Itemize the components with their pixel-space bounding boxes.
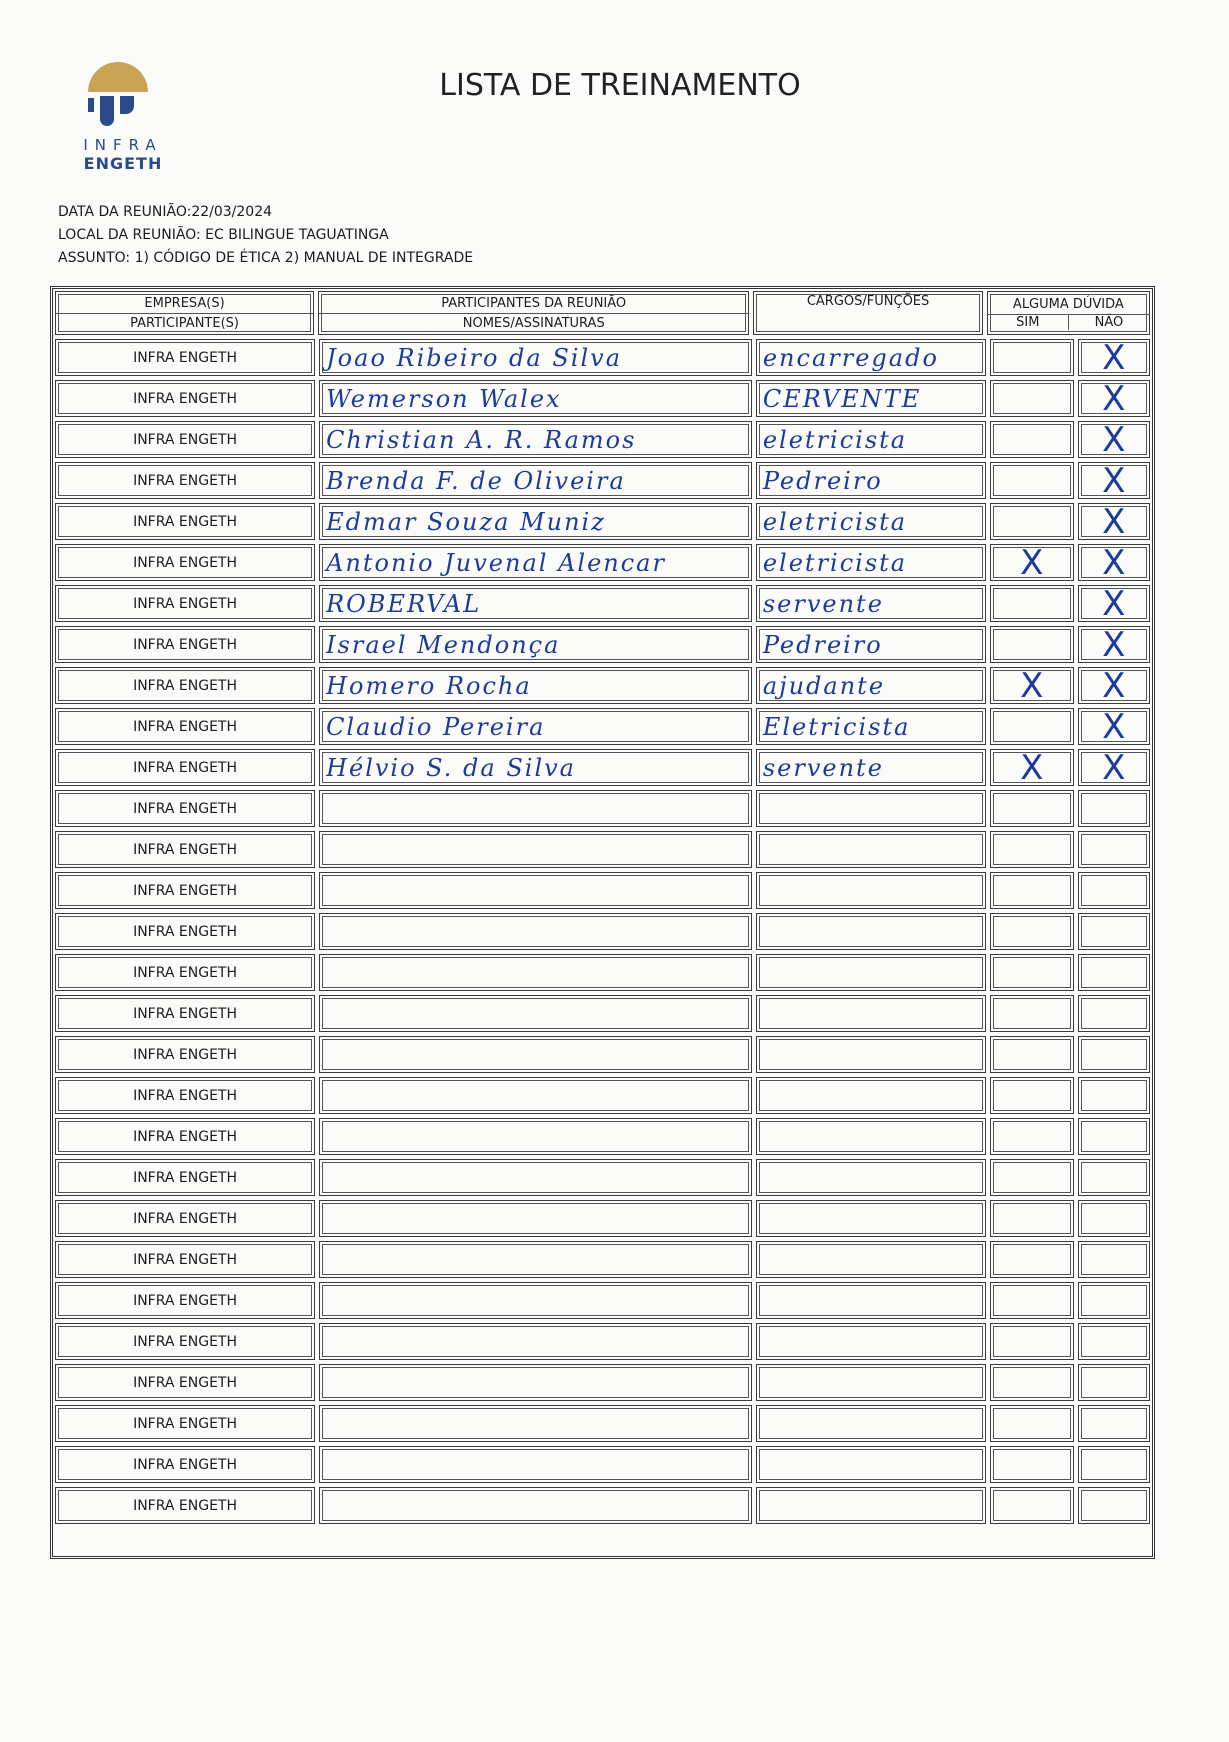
header-nao: NÃO bbox=[1094, 314, 1124, 330]
sim-cell bbox=[990, 831, 1073, 868]
cargo-cell bbox=[756, 1364, 986, 1401]
table-row bbox=[53, 788, 1152, 829]
empresa-cell bbox=[55, 913, 315, 950]
header-cargos: CARGOS/FUNÇÕES bbox=[753, 291, 982, 335]
empresa-text: INFRA ENGETH bbox=[133, 636, 237, 653]
sim-cell bbox=[990, 1159, 1073, 1196]
empresa-cell bbox=[55, 1446, 315, 1483]
nao-cell bbox=[1078, 1405, 1150, 1442]
cargo-cell bbox=[756, 585, 986, 622]
empresa-text: INFRA ENGETH bbox=[133, 1292, 237, 1309]
empresa-text: INFRA ENGETH bbox=[133, 882, 237, 899]
sim-cell bbox=[990, 1241, 1073, 1278]
cargo-cell bbox=[756, 544, 986, 581]
header-empresa bbox=[55, 291, 314, 335]
empresa-text: INFRA ENGETH bbox=[133, 513, 237, 530]
empresa-cell bbox=[55, 1036, 315, 1073]
empresa-cell bbox=[55, 380, 315, 417]
nao-text: X bbox=[1102, 337, 1126, 378]
sim-text: X bbox=[1020, 747, 1044, 788]
cargo-cell bbox=[756, 1282, 986, 1319]
table-row bbox=[53, 1198, 1152, 1239]
table-row bbox=[53, 1403, 1152, 1444]
cargo-cell bbox=[756, 339, 986, 376]
cargo-cell bbox=[756, 708, 986, 745]
nome-text: Israel Mendonça bbox=[326, 631, 561, 659]
header-nomes bbox=[318, 291, 749, 335]
cargo-cell bbox=[756, 1200, 986, 1237]
table-row bbox=[53, 583, 1152, 624]
nao-cell bbox=[1078, 1323, 1150, 1360]
nao-cell bbox=[1078, 872, 1150, 909]
nao-cell bbox=[1078, 1364, 1150, 1401]
nome-text: Wemerson Walex bbox=[326, 385, 562, 413]
table-row bbox=[53, 1239, 1152, 1280]
nao-text: X bbox=[1102, 378, 1126, 419]
empresa-cell bbox=[55, 503, 315, 540]
empresa-text: INFRA ENGETH bbox=[133, 677, 237, 694]
cargo-cell bbox=[756, 995, 986, 1032]
meeting-date: DATA DA REUNIÃO:22/03/2024 bbox=[58, 204, 273, 220]
nome-cell bbox=[319, 503, 752, 540]
header-nomes-line1: PARTICIPANTES DA REUNIÃO bbox=[441, 295, 627, 311]
table-row bbox=[53, 993, 1152, 1034]
cargo-cell bbox=[756, 1241, 986, 1278]
cargo-text: eletricista bbox=[762, 508, 908, 536]
nome-cell bbox=[319, 995, 752, 1032]
sim-cell bbox=[990, 1405, 1073, 1442]
table-header bbox=[53, 289, 1152, 337]
nome-text: Joao Ribeiro da Silva bbox=[326, 344, 623, 372]
table-row bbox=[53, 419, 1152, 460]
cargo-text: eletricista bbox=[762, 549, 908, 577]
nao-cell bbox=[1078, 1159, 1150, 1196]
nao-text: X bbox=[1102, 747, 1126, 788]
empresa-text: INFRA ENGETH bbox=[133, 1169, 237, 1186]
sim-cell bbox=[990, 749, 1073, 786]
empresa-cell bbox=[55, 1159, 315, 1196]
empresa-text: INFRA ENGETH bbox=[133, 1497, 237, 1514]
sim-cell bbox=[990, 1282, 1073, 1319]
nao-text: X bbox=[1102, 460, 1126, 501]
nao-cell bbox=[1078, 462, 1150, 499]
empresa-text: INFRA ENGETH bbox=[133, 431, 237, 448]
nao-cell bbox=[1078, 667, 1150, 704]
nome-cell bbox=[319, 667, 752, 704]
table-row bbox=[53, 706, 1152, 747]
nome-cell bbox=[319, 1036, 752, 1073]
nao-cell bbox=[1078, 708, 1150, 745]
cargo-text: servente bbox=[762, 590, 884, 618]
sim-cell bbox=[990, 1323, 1073, 1360]
table-row bbox=[53, 665, 1152, 706]
sim-cell bbox=[990, 1200, 1073, 1237]
nao-cell bbox=[1078, 1036, 1150, 1073]
cargo-cell bbox=[756, 1036, 986, 1073]
nome-cell bbox=[319, 872, 752, 909]
empresa-text: INFRA ENGETH bbox=[133, 595, 237, 612]
header-empresa-line1: EMPRESA(S) bbox=[144, 295, 225, 311]
sim-cell bbox=[990, 1446, 1073, 1483]
cargo-cell bbox=[756, 872, 986, 909]
nome-text: Hélvio S. da Silva bbox=[326, 754, 576, 782]
sim-cell bbox=[990, 1036, 1073, 1073]
nao-cell bbox=[1078, 1487, 1150, 1524]
nome-cell bbox=[319, 544, 752, 581]
empresa-text: INFRA ENGETH bbox=[133, 1046, 237, 1063]
empresa-cell bbox=[55, 954, 315, 991]
table-row bbox=[53, 1485, 1152, 1526]
table-row bbox=[53, 1444, 1152, 1485]
nome-cell bbox=[319, 1200, 752, 1237]
sim-cell bbox=[990, 1487, 1073, 1524]
empresa-text: INFRA ENGETH bbox=[133, 800, 237, 817]
empresa-cell bbox=[55, 708, 315, 745]
cargo-text: servente bbox=[762, 754, 884, 782]
nome-cell bbox=[319, 1241, 752, 1278]
nao-cell bbox=[1078, 339, 1150, 376]
cargo-text: Pedreiro bbox=[762, 467, 883, 495]
empresa-cell bbox=[55, 626, 315, 663]
nome-cell bbox=[319, 626, 752, 663]
empresa-text: INFRA ENGETH bbox=[133, 1087, 237, 1104]
table-row bbox=[53, 460, 1152, 501]
nao-cell bbox=[1078, 995, 1150, 1032]
empresa-text: INFRA ENGETH bbox=[133, 964, 237, 981]
sim-cell bbox=[990, 421, 1073, 458]
sim-text: X bbox=[1020, 542, 1044, 583]
cargo-cell bbox=[756, 749, 986, 786]
logo-text-infra: INFRA bbox=[83, 136, 163, 154]
empresa-text: INFRA ENGETH bbox=[133, 349, 237, 366]
nao-cell bbox=[1078, 954, 1150, 991]
table-row bbox=[53, 1075, 1152, 1116]
nome-cell bbox=[319, 421, 752, 458]
table-row bbox=[53, 747, 1152, 788]
nao-text: X bbox=[1102, 624, 1126, 665]
table-row bbox=[53, 1034, 1152, 1075]
table-row bbox=[53, 870, 1152, 911]
empresa-cell bbox=[55, 544, 315, 581]
cargo-cell bbox=[756, 1323, 986, 1360]
sim-cell bbox=[990, 954, 1073, 991]
nao-cell bbox=[1078, 1118, 1150, 1155]
empresa-text: INFRA ENGETH bbox=[133, 1333, 237, 1350]
nome-cell bbox=[319, 380, 752, 417]
sim-cell bbox=[990, 1077, 1073, 1114]
header-sim: SIM bbox=[988, 315, 1069, 330]
empresa-text: INFRA ENGETH bbox=[133, 472, 237, 489]
logo-sun-icon bbox=[88, 62, 148, 92]
empresa-cell bbox=[55, 1200, 315, 1237]
table-row bbox=[53, 1157, 1152, 1198]
nao-cell bbox=[1078, 1077, 1150, 1114]
empresa-text: INFRA ENGETH bbox=[133, 1210, 237, 1227]
empresa-cell bbox=[55, 667, 315, 704]
empresa-cell bbox=[55, 872, 315, 909]
cargo-cell bbox=[756, 913, 986, 950]
nome-cell bbox=[319, 790, 752, 827]
empresa-cell bbox=[55, 831, 315, 868]
empresa-text: INFRA ENGETH bbox=[133, 554, 237, 571]
table-row bbox=[53, 829, 1152, 870]
nome-text: Antonio Juvenal Alencar bbox=[326, 549, 666, 577]
empresa-text: INFRA ENGETH bbox=[133, 841, 237, 858]
nome-cell bbox=[319, 1282, 752, 1319]
nao-cell bbox=[1078, 1241, 1150, 1278]
cargo-cell bbox=[756, 831, 986, 868]
table-row bbox=[53, 378, 1152, 419]
table-row bbox=[53, 1362, 1152, 1403]
cargo-cell bbox=[756, 380, 986, 417]
logo-bar bbox=[120, 96, 134, 114]
empresa-text: INFRA ENGETH bbox=[133, 1005, 237, 1022]
nao-cell bbox=[1078, 1200, 1150, 1237]
sim-cell bbox=[990, 380, 1073, 417]
nome-cell bbox=[319, 1323, 752, 1360]
nome-cell bbox=[319, 831, 752, 868]
cargo-cell bbox=[756, 1077, 986, 1114]
cargo-text: encarregado bbox=[762, 344, 939, 372]
cargo-cell bbox=[756, 626, 986, 663]
nome-cell bbox=[319, 913, 752, 950]
nao-text: X bbox=[1102, 583, 1126, 624]
nao-cell bbox=[1078, 380, 1150, 417]
nome-cell bbox=[319, 708, 752, 745]
nome-cell bbox=[319, 1446, 752, 1483]
empresa-cell bbox=[55, 1241, 315, 1278]
cargo-text: Eletricista bbox=[762, 713, 911, 741]
company-logo bbox=[80, 62, 180, 172]
nome-cell bbox=[319, 1077, 752, 1114]
cargo-text: eletricista bbox=[762, 426, 908, 454]
sim-cell bbox=[990, 667, 1073, 704]
sim-cell bbox=[990, 544, 1073, 581]
nao-cell bbox=[1078, 421, 1150, 458]
nao-text: X bbox=[1102, 542, 1126, 583]
empresa-cell bbox=[55, 1405, 315, 1442]
nome-cell bbox=[319, 954, 752, 991]
header-nomes-line2: NOMES/ASSINATURAS bbox=[319, 313, 748, 331]
cargo-cell bbox=[756, 1118, 986, 1155]
sim-cell bbox=[990, 585, 1073, 622]
cargo-cell bbox=[756, 1159, 986, 1196]
empresa-text: INFRA ENGETH bbox=[133, 718, 237, 735]
sim-cell bbox=[990, 503, 1073, 540]
nao-text: X bbox=[1102, 501, 1126, 542]
empresa-text: INFRA ENGETH bbox=[133, 390, 237, 407]
empresa-cell bbox=[55, 421, 315, 458]
empresa-text: INFRA ENGETH bbox=[133, 1456, 237, 1473]
nome-cell bbox=[319, 1405, 752, 1442]
nao-cell bbox=[1078, 831, 1150, 868]
table-row bbox=[53, 1116, 1152, 1157]
nome-text: ROBERVAL bbox=[326, 590, 482, 618]
cargo-cell bbox=[756, 1405, 986, 1442]
table-row bbox=[53, 952, 1152, 993]
cargo-cell bbox=[756, 790, 986, 827]
empresa-cell bbox=[55, 339, 315, 376]
empresa-cell bbox=[55, 1118, 315, 1155]
header-duvida bbox=[987, 291, 1150, 335]
nao-cell bbox=[1078, 503, 1150, 540]
nao-cell bbox=[1078, 544, 1150, 581]
empresa-cell bbox=[55, 1487, 315, 1524]
sim-cell bbox=[990, 462, 1073, 499]
nao-cell bbox=[1078, 913, 1150, 950]
sim-cell bbox=[990, 708, 1073, 745]
sim-cell bbox=[990, 339, 1073, 376]
nome-text: Edmar Souza Muniz bbox=[326, 508, 606, 536]
nao-text: X bbox=[1102, 419, 1126, 460]
header-duvida-label: ALGUMA DÚVIDA bbox=[1012, 296, 1124, 312]
logo-bar bbox=[100, 96, 114, 126]
table-row bbox=[53, 337, 1152, 378]
empresa-cell bbox=[55, 1077, 315, 1114]
empresa-text: INFRA ENGETH bbox=[133, 923, 237, 940]
empresa-cell bbox=[55, 462, 315, 499]
logo-text-engeth: ENGETH bbox=[83, 154, 163, 173]
cargo-cell bbox=[756, 421, 986, 458]
sim-text: X bbox=[1020, 665, 1044, 706]
sim-cell bbox=[990, 872, 1073, 909]
nao-cell bbox=[1078, 1282, 1150, 1319]
table-row bbox=[53, 542, 1152, 583]
document-title: LISTA DE TREINAMENTO bbox=[439, 68, 801, 103]
table-row bbox=[53, 624, 1152, 665]
empresa-text: INFRA ENGETH bbox=[133, 1251, 237, 1268]
nome-cell bbox=[319, 585, 752, 622]
sim-cell bbox=[990, 913, 1073, 950]
nao-cell bbox=[1078, 790, 1150, 827]
nome-text: Claudio Pereira bbox=[326, 713, 546, 741]
empresa-text: INFRA ENGETH bbox=[133, 1374, 237, 1391]
cargo-text: ajudante bbox=[762, 672, 886, 700]
nome-text: Christian A. R. Ramos bbox=[326, 426, 637, 454]
table-row bbox=[53, 501, 1152, 542]
empresa-cell bbox=[55, 995, 315, 1032]
nao-cell bbox=[1078, 626, 1150, 663]
cargo-text: Pedreiro bbox=[762, 631, 883, 659]
meeting-subject: ASSUNTO: 1) CÓDIGO DE ÉTICA 2) MANUAL DE INTEGRADE bbox=[58, 250, 474, 266]
nome-cell bbox=[319, 339, 752, 376]
cargo-cell bbox=[756, 954, 986, 991]
nome-cell bbox=[319, 1487, 752, 1524]
empresa-cell bbox=[55, 790, 315, 827]
nao-cell bbox=[1078, 1446, 1150, 1483]
empresa-cell bbox=[55, 585, 315, 622]
cargo-cell bbox=[756, 1446, 986, 1483]
empresa-text: INFRA ENGETH bbox=[133, 759, 237, 776]
nome-text: Brenda F. de Oliveira bbox=[326, 467, 626, 495]
empresa-cell bbox=[55, 1323, 315, 1360]
nome-text: Homero Rocha bbox=[326, 672, 532, 700]
nome-cell bbox=[319, 1118, 752, 1155]
sim-cell bbox=[990, 626, 1073, 663]
table-row bbox=[53, 911, 1152, 952]
cargo-cell bbox=[756, 462, 986, 499]
sim-cell bbox=[990, 790, 1073, 827]
nome-cell bbox=[319, 462, 752, 499]
nome-cell bbox=[319, 749, 752, 786]
cargo-cell bbox=[756, 667, 986, 704]
sim-cell bbox=[990, 1118, 1073, 1155]
cargo-cell bbox=[756, 1487, 986, 1524]
nome-cell bbox=[319, 1159, 752, 1196]
attendance-table bbox=[50, 286, 1155, 1559]
nao-cell bbox=[1078, 749, 1150, 786]
cargo-cell bbox=[756, 503, 986, 540]
nao-text: X bbox=[1102, 706, 1126, 747]
sim-cell bbox=[990, 1364, 1073, 1401]
empresa-cell bbox=[55, 749, 315, 786]
nome-cell bbox=[319, 1364, 752, 1401]
empresa-text: INFRA ENGETH bbox=[133, 1128, 237, 1145]
empresa-cell bbox=[55, 1364, 315, 1401]
empresa-cell bbox=[55, 1282, 315, 1319]
table-row bbox=[53, 1280, 1152, 1321]
header-empresa-line2: PARTICIPANTE(S) bbox=[56, 313, 313, 331]
table-row bbox=[53, 1321, 1152, 1362]
meeting-location: LOCAL DA REUNIÃO: EC BILINGUE TAGUATINGA bbox=[58, 227, 389, 243]
logo-bar bbox=[88, 98, 94, 112]
nao-text: X bbox=[1102, 665, 1126, 706]
cargo-text: CERVENTE bbox=[762, 385, 922, 413]
sim-cell bbox=[990, 995, 1073, 1032]
empresa-text: INFRA ENGETH bbox=[133, 1415, 237, 1432]
nao-cell bbox=[1078, 585, 1150, 622]
